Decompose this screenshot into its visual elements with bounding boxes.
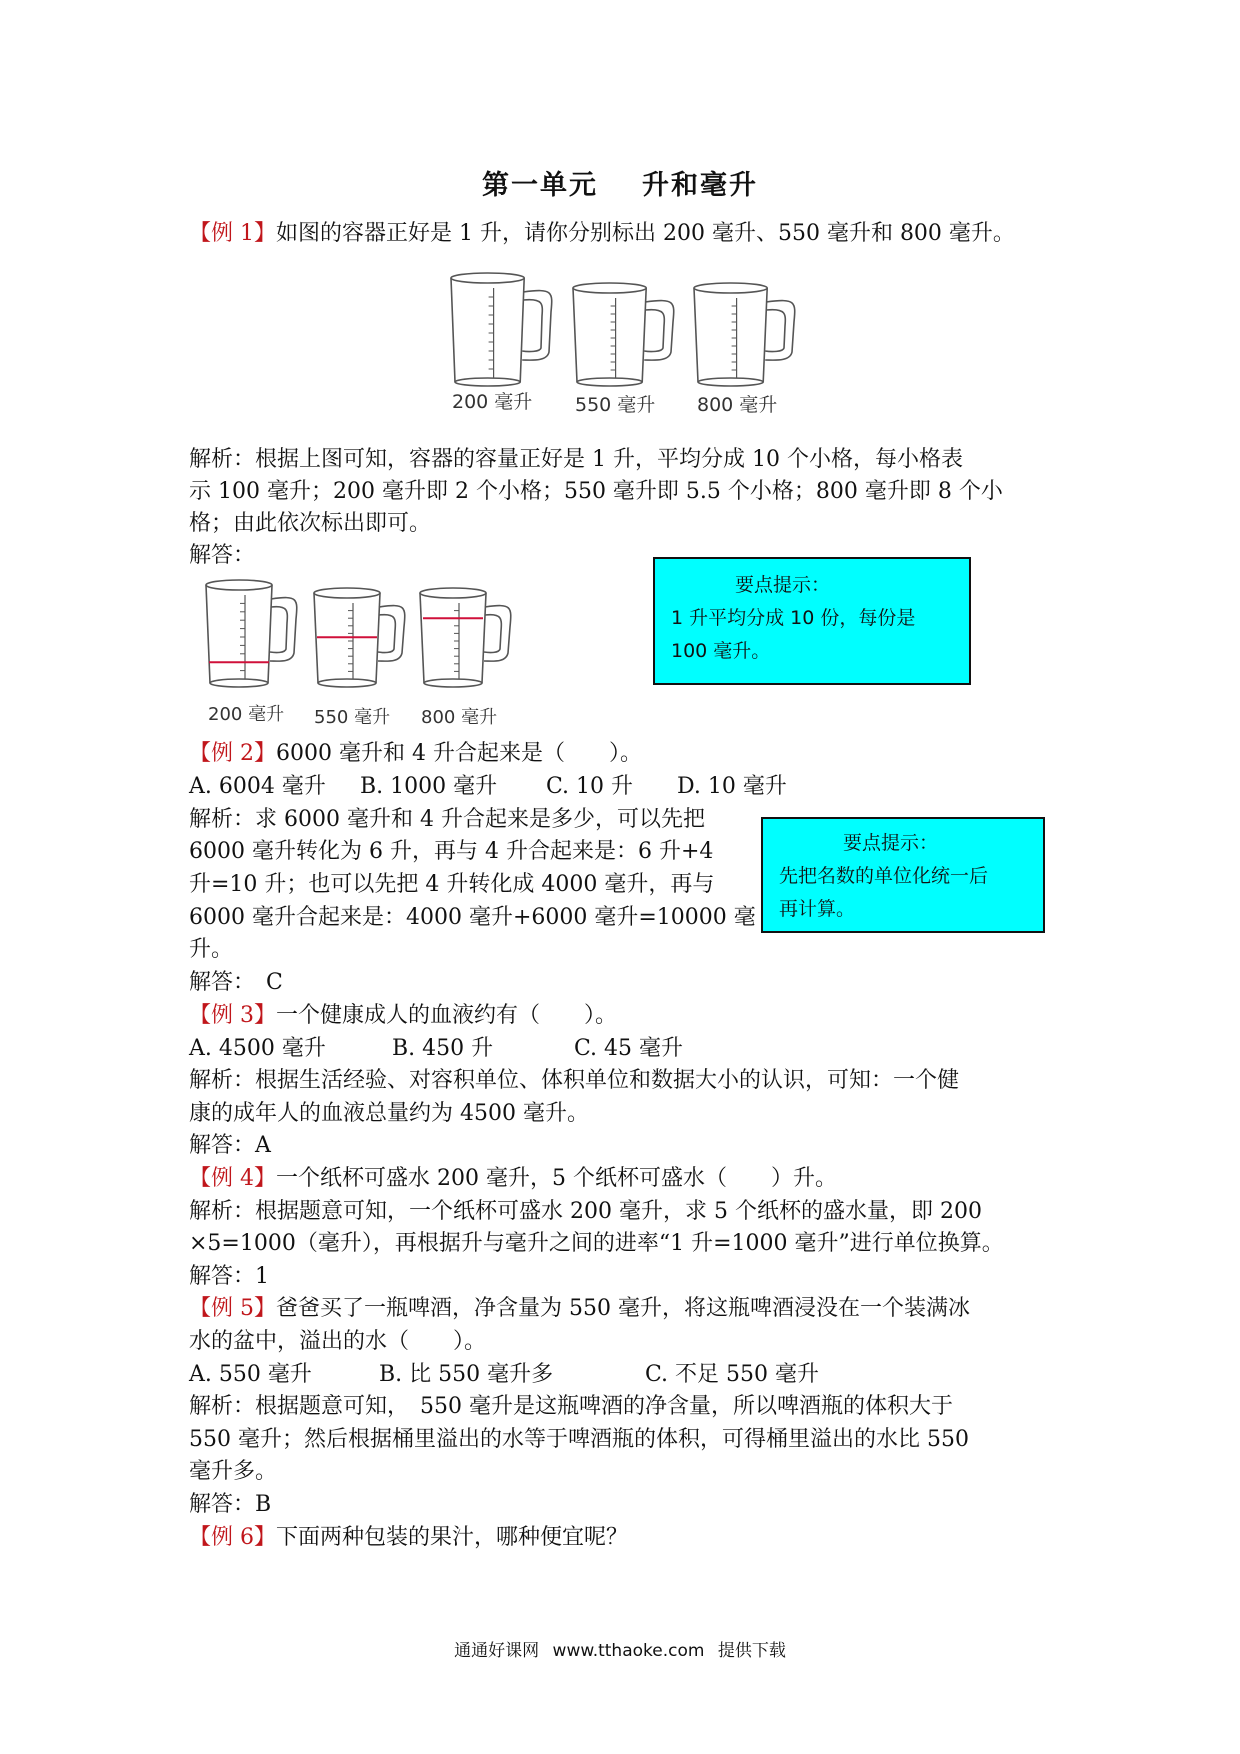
ex4-analysis-line: ×5=1000（毫升），再根据升与毫升之间的进率“1 升=1000 毫升”进行单位换算。	[189, 1231, 1004, 1256]
cup-label: 550 毫升	[314, 707, 391, 728]
ex1-question: 【例 1】如图的容器正好是 1 升，请你分别标出 200 毫升、550 毫升和 800 毫升。	[189, 221, 1015, 246]
ex1-analysis-line: 解析：根据上图可知，容器的容量正好是 1 升，平均分成 10 个小格，每小格表	[189, 447, 963, 472]
ex5-options	[189, 1359, 819, 1391]
option: A. 6004 毫升	[189, 774, 326, 799]
ex5-analysis-line: 550 毫升；然后根据桶里溢出的水等于啤酒瓶的体积，可得桶里溢出的水比 550	[189, 1427, 969, 1452]
measuring-cup-answer	[308, 585, 408, 707]
ex3-question: 【例 3】一个健康成人的血液约有（ ）。	[189, 1003, 618, 1028]
ex2-analysis-line: 升。	[189, 937, 234, 962]
option: A. 4500 毫升	[189, 1036, 326, 1061]
option: C. 45 毫升	[574, 1036, 684, 1061]
footer-url: www.tthaoke.com	[552, 1641, 705, 1661]
option: C. 不足 550 毫升	[645, 1362, 820, 1387]
ex2-question: 【例 2】6000 毫升和 4 升合起来是（ ）。	[189, 741, 642, 766]
tip-text: 100 毫升。	[671, 640, 771, 662]
ex1-tip-box	[653, 557, 971, 685]
cup-label: 550 毫升	[575, 394, 656, 416]
ex2-analysis-line: 6000 毫升转化为 6 升，再与 4 升合起来是：6 升+4	[189, 839, 714, 864]
ex2-analysis-line: 升=10 升；也可以先把 4 升转化成 4000 毫升，再与	[189, 872, 715, 897]
ex5-question-line: 水的盆中，溢出的水（ ）。	[189, 1329, 487, 1354]
ex2-options	[189, 771, 787, 803]
ex5-answer: 解答：B	[189, 1492, 272, 1517]
option: D. 10 毫升	[677, 774, 787, 799]
ex6-tag: 【例 6】	[189, 1525, 276, 1550]
ex5-analysis-line: 解析：根据题意可知， 550 毫升是这瓶啤酒的净含量，所以啤酒瓶的体积大于	[189, 1394, 953, 1419]
tip-text: 先把名数的单位化统一后	[779, 865, 989, 887]
option: B. 450 升	[392, 1036, 494, 1061]
footer-note: 提供下载	[717, 1641, 786, 1661]
ex5-analysis-line: 毫升多。	[189, 1459, 278, 1484]
ex2-answer: 解答： C	[189, 970, 283, 995]
tip-text: 1 升平均分成 10 份，每份是	[671, 607, 916, 629]
ex1-answer-label: 解答：	[189, 543, 256, 568]
cup-label: 200 毫升	[208, 704, 285, 725]
ex1-analysis-line: 格；由此依次标出即可。	[189, 511, 432, 536]
ex3-answer: 解答：A	[189, 1133, 271, 1158]
ex1-analysis-line: 示 100 毫升；200 毫升即 2 个小格；550 毫升即 5.5 个小格；800 毫升即 8 个小	[189, 479, 1003, 504]
tip-title: 要点提示：	[735, 574, 831, 596]
measuring-cup-answer	[414, 585, 514, 707]
ex1-tag: 【例 1】	[189, 221, 276, 246]
ex4-question: 【例 4】一个纸杯可盛水 200 毫升，5 个纸杯可盛水（ ）升。	[189, 1166, 837, 1191]
ex4-tag: 【例 4】	[189, 1166, 276, 1191]
option: B. 1000 毫升	[360, 774, 498, 799]
ex5-question: 【例 5】爸爸买了一瓶啤酒，净含量为 550 毫升，将这瓶啤酒浸没在一个装满冰	[189, 1296, 970, 1321]
ex2-tag: 【例 2】	[189, 741, 276, 766]
tip-title: 要点提示：	[843, 832, 939, 854]
ex3-options	[189, 1033, 683, 1065]
ex6-question: 【例 6】下面两种包装的果汁，哪种便宜呢？	[189, 1525, 629, 1550]
measuring-cup-answer	[200, 577, 300, 707]
cup-label: 800 毫升	[421, 707, 498, 728]
ex3-analysis-line: 康的成年人的血液总量约为 4500 毫升。	[189, 1101, 589, 1126]
option: C. 10 升	[546, 774, 634, 799]
cup-label: 200 毫升	[452, 391, 533, 413]
option: B. 比 550 毫升多	[379, 1362, 554, 1387]
ex2-analysis-line: 解析：求 6000 毫升和 4 升合起来是多少，可以先把	[189, 807, 705, 832]
footer-site: 通通好课网	[454, 1641, 540, 1661]
ex2-tip-box	[761, 817, 1045, 933]
ex3-tag: 【例 3】	[189, 1003, 276, 1028]
cup-label: 800 毫升	[697, 394, 778, 416]
page-footer	[0, 1636, 1240, 1661]
ex5-tag: 【例 5】	[189, 1296, 276, 1321]
page-title: 第一单元 升和毫升	[482, 170, 758, 201]
option: A. 550 毫升	[189, 1362, 312, 1387]
ex4-analysis-line: 解析：根据题意可知，一个纸杯可盛水 200 毫升，求 5 个纸杯的盛水量，即 200	[189, 1199, 982, 1224]
ex2-analysis-line: 6000 毫升合起来是：4000 毫升+6000 毫升=10000 毫	[189, 905, 756, 930]
ex4-answer: 解答：1	[189, 1264, 269, 1289]
ex3-analysis-line: 解析：根据生活经验、对容积单位、体积单位和数据大小的认识，可知：一个健	[189, 1068, 960, 1093]
tip-text: 再计算。	[779, 898, 856, 920]
